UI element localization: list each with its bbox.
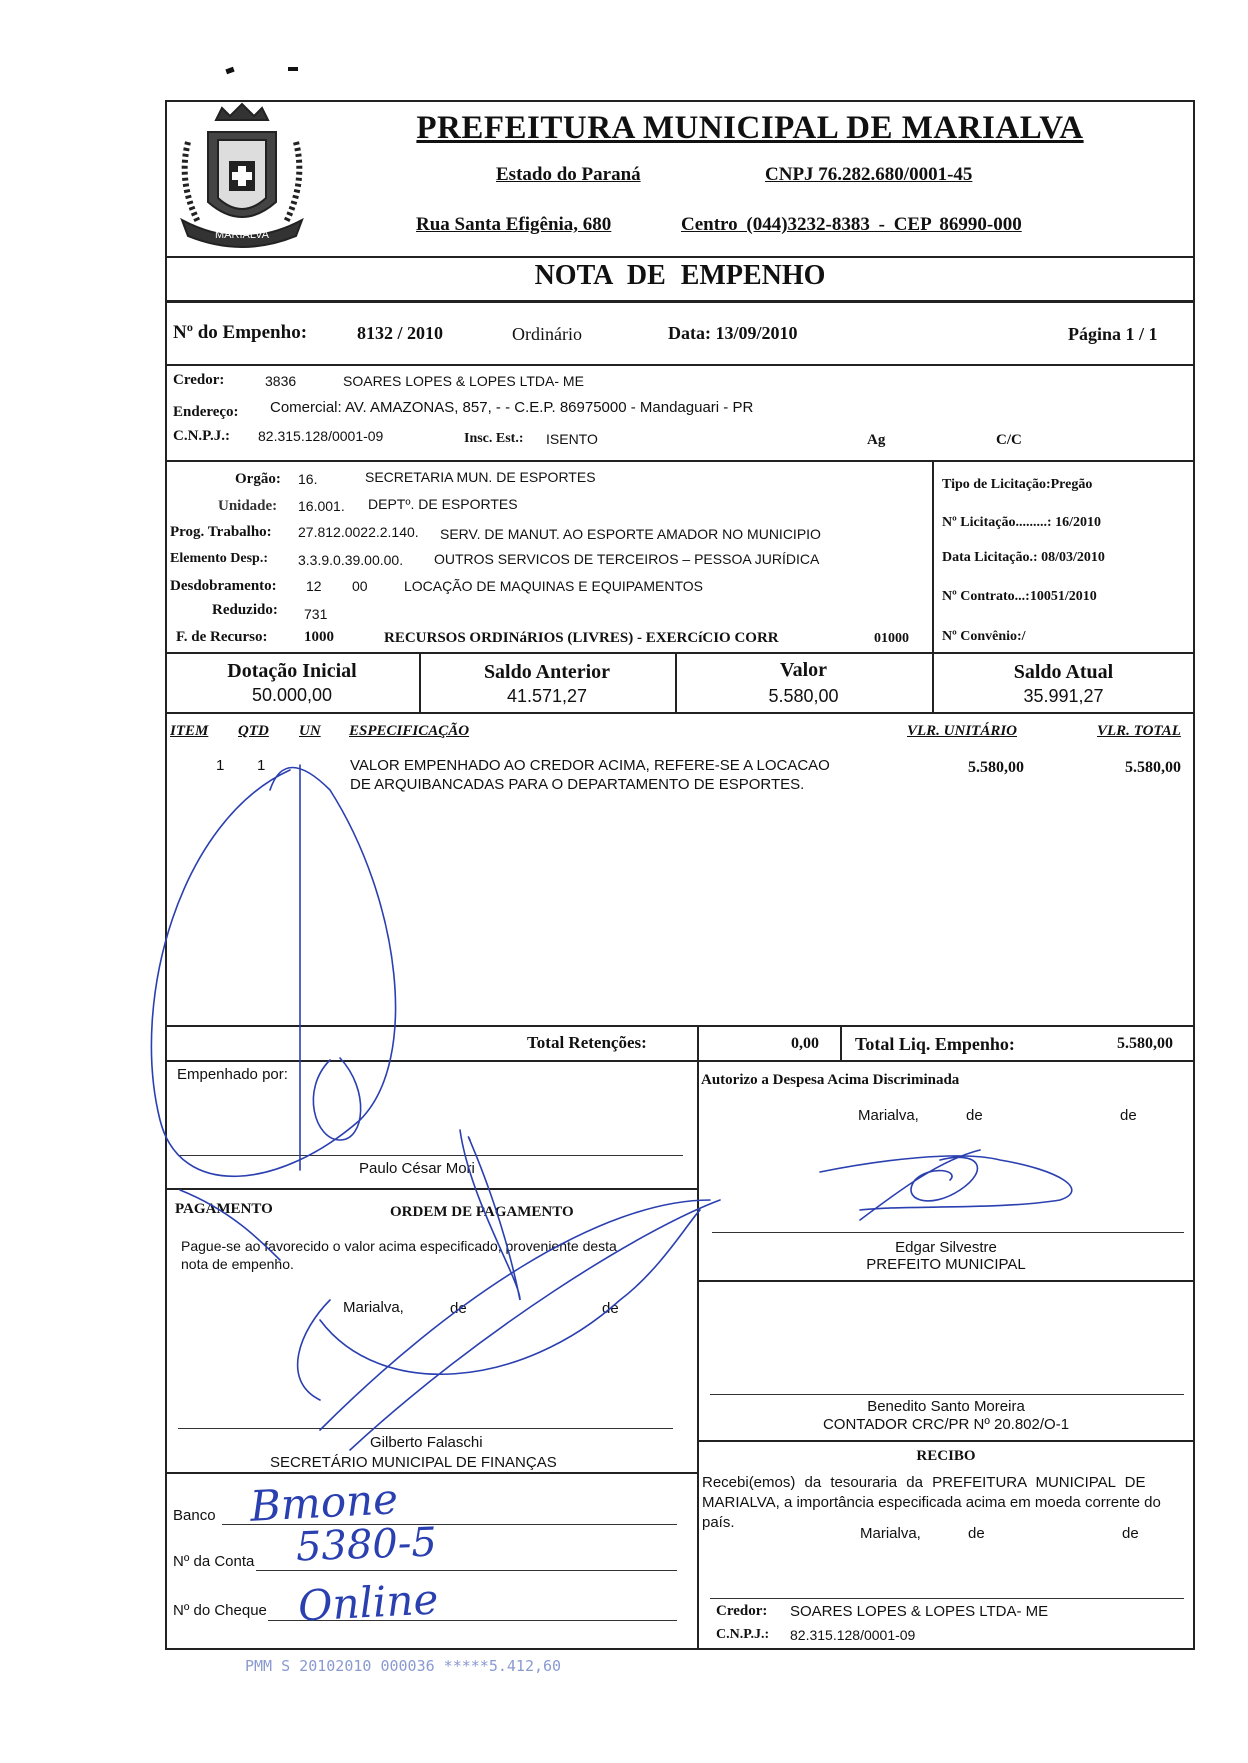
pagamento-de1: de	[450, 1300, 467, 1317]
saldo-anterior-value: 41.571,27	[506, 686, 588, 706]
prog-name: SERV. DE MANUT. AO ESPORTE AMADOR NO MUNICIPIO	[440, 526, 821, 542]
page-number: Página 1 / 1	[1068, 324, 1158, 344]
licitacao-data: Data Licitação.: 08/03/2010	[942, 550, 1105, 565]
conta-label: Nº da Conta	[173, 1553, 255, 1570]
recibo-credor-name: SOARES LOPES & LOPES LTDA- ME	[790, 1603, 1049, 1620]
reduzido-value: 731	[304, 606, 328, 622]
conta-handwritten: 5380-5	[295, 1519, 438, 1571]
recibo-title: RECIBO	[916, 1448, 976, 1464]
cnpj-label: CNPJ 76.282.680/0001-45	[765, 164, 973, 185]
saldo-atual-value: 35.991,27	[1023, 686, 1104, 706]
address-label: Endereço:	[173, 404, 239, 420]
empenhado-name: Paulo César Mori	[359, 1160, 475, 1177]
crest-banner-text: MARIALVA	[215, 229, 269, 241]
item-desc-line2: DE ARQUIBANCADAS PARA O DEPARTAMENTO DE ESPORTES.	[350, 776, 805, 793]
autorizo-de2: de	[1120, 1107, 1137, 1124]
recurso-label: F. de Recurso:	[176, 629, 268, 645]
dotacao-inicial-label: Dotação Inicial	[227, 660, 357, 682]
autorizo-de1: de	[966, 1107, 983, 1124]
liq-label: Total Liq. Empenho:	[855, 1034, 1015, 1054]
address-street: Rua Santa Efigênia, 680	[416, 214, 612, 235]
desdob-a: 12	[306, 578, 322, 594]
ie-label: Insc. Est.:	[464, 431, 524, 446]
dotacao-inicial-value: 50.000,00	[251, 685, 333, 705]
licitacao-numero: Nº Licitação.........: 16/2010	[942, 515, 1101, 530]
scan-mark	[288, 67, 298, 71]
cheque-handwritten: Online	[296, 1574, 440, 1631]
elem-name: OUTROS SERVICOS DE TERCEIROS – PESSOA JURÍDICA	[434, 551, 820, 567]
empenho-number-label: Nº do Empenho:	[173, 322, 308, 343]
cc-label: C/C	[996, 432, 1022, 448]
desdob-b: 00	[352, 578, 368, 594]
convenio-number: Nº Convênio:/	[942, 629, 1026, 644]
recibo-de1: de	[968, 1525, 985, 1542]
banco-label: Banco	[173, 1507, 216, 1524]
state-label: Estado do Paraná	[496, 164, 641, 185]
item-desc-line1: VALOR EMPENHADO AO CREDOR ACIMA, REFERE-SE A LOCACAO	[350, 757, 830, 774]
pagamento-de2: de	[602, 1300, 619, 1317]
licitacao-tipo: Tipo de Licitação:Pregão	[942, 477, 1093, 492]
col-vlr-unit: VLR. UNITÁRIO	[907, 723, 1018, 739]
item-number: 1	[216, 757, 225, 774]
desdob-label: Desdobramento:	[170, 578, 277, 594]
pagamento-city: Marialva,	[343, 1299, 404, 1316]
municipal-crest-icon	[168, 102, 316, 254]
credor-label: Credor:	[173, 372, 225, 388]
recibo-cnpj-label: C.N.P.J.:	[716, 1627, 770, 1642]
credor-code: 3836	[265, 373, 297, 389]
credor-name: SOARES LOPES & LOPES LTDA- ME	[343, 373, 584, 389]
orgao-code: 16.	[298, 471, 318, 487]
contador-name: Benedito Santo Moreira	[867, 1398, 1025, 1415]
recibo-de2: de	[1122, 1525, 1139, 1542]
unidade-code: 16.001.	[298, 498, 345, 514]
address-rest: Centro (044)3232-8383 - CEP 86990-000	[681, 214, 1022, 235]
secretario-name: Gilberto Falaschi	[370, 1434, 483, 1451]
credor-address: Comercial: AV. AMAZONAS, 857, - - C.E.P. 86975000 - Mandaguari - PR	[270, 399, 754, 416]
autorizo-city: Marialva,	[858, 1107, 919, 1124]
item-qtd: 1	[257, 757, 266, 774]
unidade-label: Unidade:	[218, 498, 278, 514]
recibo-text-2: MARIALVA, a importância especificada acima em moeda corrente do	[702, 1494, 1161, 1511]
saldo-anterior-label: Saldo Anterior	[483, 661, 611, 683]
elem-code: 3.3.9.0.39.00.00.	[298, 552, 404, 568]
pagamento-text-1: Pague-se ao favorecido o valor acima especificado, proveniente desta	[181, 1238, 617, 1254]
empenhado-label: Empenhado por:	[177, 1066, 288, 1083]
recibo-city: Marialva,	[860, 1525, 921, 1542]
empenho-type: Ordinário	[512, 324, 582, 344]
item-unit-price: 5.580,00	[968, 759, 1024, 776]
contrato-number: Nº Contrato...:10051/2010	[942, 589, 1097, 604]
page-title: PREFEITURA MUNICIPAL DE MARIALVA	[416, 110, 1084, 146]
item-total-price: 5.580,00	[1125, 759, 1181, 776]
pagamento-text-2: nota de empenho.	[181, 1256, 294, 1272]
liq-value: 5.580,00	[1117, 1035, 1173, 1052]
ie-value: ISENTO	[546, 431, 598, 447]
recurso-code: 1000	[304, 629, 334, 645]
recibo-text-1: Recebi(emos) da tesouraria da PREFEITURA MUNICIPAL DE	[702, 1474, 1146, 1491]
col-vlr-total: VLR. TOTAL	[1097, 723, 1181, 739]
ag-label: Ag	[867, 432, 886, 448]
secretario-role: SECRETÁRIO MUNICIPAL DE FINANÇAS	[270, 1454, 557, 1471]
unidade-name: DEPTº. DE ESPORTES	[368, 496, 518, 512]
recurso-num: 01000	[874, 631, 909, 646]
prog-code: 27.812.0022.2.140.	[298, 524, 419, 540]
recibo-text-3: país.	[702, 1514, 735, 1531]
credor-cnpj: 82.315.128/0001-09	[258, 428, 384, 444]
contador-role: CONTADOR CRC/PR Nº 20.802/O-1	[822, 1416, 1070, 1433]
footer-stamp: PMM S 20102010 000036 *****5.412,60	[245, 1657, 562, 1675]
orgao-name: SECRETARIA MUN. DE ESPORTES	[365, 469, 596, 485]
pagamento-label: PAGAMENTO	[175, 1201, 273, 1217]
saldo-atual-label: Saldo Atual	[1013, 661, 1114, 683]
recibo-credor-label: Credor:	[716, 1603, 768, 1619]
retencoes-label: Total Retenções:	[527, 1033, 647, 1052]
ordem-pagamento-label: ORDEM DE PAGAMENTO	[390, 1204, 574, 1220]
cnpj-field-label: C.N.P.J.:	[173, 428, 230, 444]
col-espec: ESPECIFICAÇÃO	[349, 723, 470, 739]
valor-label: Valor	[779, 659, 828, 681]
banco-handwritten: Bmone	[248, 1474, 400, 1531]
reduzido-label: Reduzido:	[212, 602, 278, 618]
orgao-label: Orgão:	[235, 471, 281, 487]
recibo-cnpj: 82.315.128/0001-09	[790, 1627, 916, 1643]
empenho-number: 8132 / 2010	[357, 323, 444, 343]
col-item: ITEM	[170, 723, 209, 739]
cheque-label: Nº do Cheque	[173, 1602, 267, 1619]
col-qtd: QTD	[238, 723, 269, 739]
retencoes-value: 0,00	[791, 1035, 819, 1052]
autorizo-label: Autorizo a Despesa Acima Discriminada	[701, 1072, 960, 1088]
empenho-date: Data: 13/09/2010	[668, 323, 798, 343]
col-un: UN	[299, 723, 321, 739]
scan-mark	[225, 67, 234, 74]
prog-label: Prog. Trabalho:	[170, 524, 272, 540]
recurso-name: RECURSOS ORDINáRIOS (LIVRES) - EXERCíCIO CORR	[384, 630, 779, 646]
prefeito-role: PREFEITO MUNICIPAL	[866, 1256, 1026, 1273]
valor-value: 5.580,00	[768, 686, 839, 706]
document-title: NOTA DE EMPENHO	[534, 260, 826, 291]
elem-label: Elemento Desp.:	[170, 551, 268, 566]
desdob-name: LOCAÇÃO DE MAQUINAS E EQUIPAMENTOS	[404, 578, 703, 594]
prefeito-name: Edgar Silvestre	[895, 1239, 997, 1256]
